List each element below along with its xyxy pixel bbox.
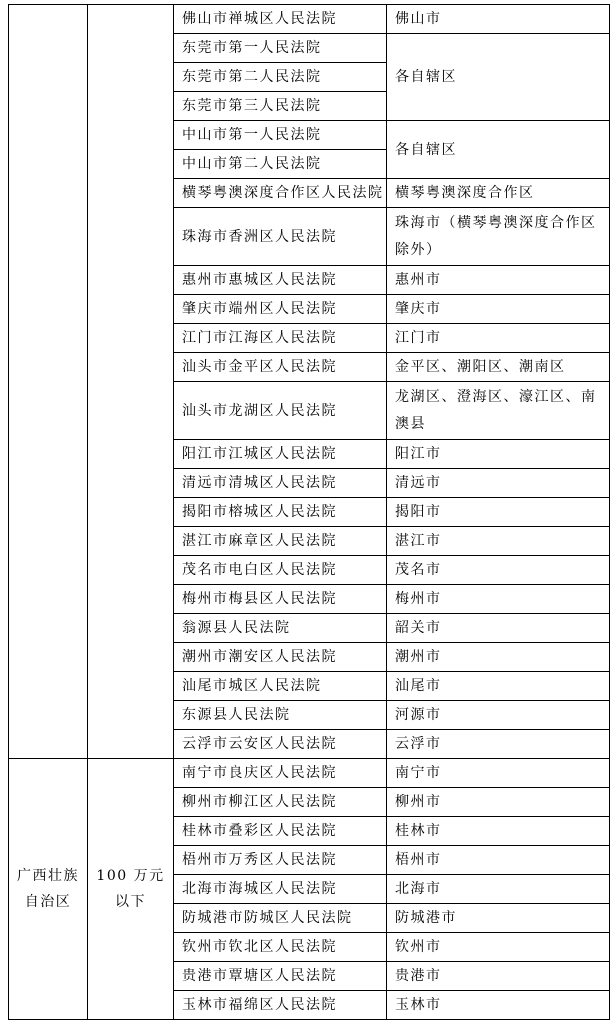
court-name: 湛江市麻章区人民法院 bbox=[174, 527, 387, 556]
court-name: 钦州市钦北区人民法院 bbox=[174, 933, 387, 962]
court-name: 东源县人民法院 bbox=[174, 701, 387, 730]
court-name: 玉林市福绵区人民法院 bbox=[174, 991, 387, 1020]
court-name: 揭阳市榕城区人民法院 bbox=[174, 498, 387, 527]
jurisdiction-area: 金平区、潮阳区、潮南区 bbox=[387, 353, 610, 382]
jurisdiction-area: 梧州市 bbox=[387, 846, 610, 875]
province-name-line2: 自治区 bbox=[24, 894, 72, 910]
jurisdiction-area: 柳州市 bbox=[387, 788, 610, 817]
court-jurisdiction-table bbox=[8, 4, 610, 1020]
court-name: 江门市江海区人民法院 bbox=[174, 324, 387, 353]
jurisdiction-area: 汕尾市 bbox=[387, 672, 610, 701]
jurisdiction-area: 各自辖区 bbox=[387, 34, 610, 121]
table-row bbox=[9, 759, 610, 788]
court-name: 北海市海城区人民法院 bbox=[174, 875, 387, 904]
court-name: 佛山市禅城区人民法院 bbox=[174, 5, 387, 34]
amount-cell bbox=[88, 5, 174, 759]
jurisdiction-area: 龙湖区、澄海区、濠江区、南澳县 bbox=[387, 382, 610, 440]
court-name: 南宁市良庆区人民法院 bbox=[174, 759, 387, 788]
jurisdiction-area: 各自辖区 bbox=[387, 121, 610, 179]
jurisdiction-area: 钦州市 bbox=[387, 933, 610, 962]
jurisdiction-area: 玉林市 bbox=[387, 991, 610, 1020]
court-name: 横琴粤澳深度合作区人民法院 bbox=[174, 179, 387, 208]
jurisdiction-area: 北海市 bbox=[387, 875, 610, 904]
province-cell bbox=[9, 5, 88, 759]
court-name: 梅州市梅县区人民法院 bbox=[174, 585, 387, 614]
court-name: 东莞市第二人民法院 bbox=[174, 63, 387, 92]
jurisdiction-area: 佛山市 bbox=[387, 5, 610, 34]
jurisdiction-area: 清远市 bbox=[387, 469, 610, 498]
court-name: 贵港市覃塘区人民法院 bbox=[174, 962, 387, 991]
court-name: 惠州市惠城区人民法院 bbox=[174, 266, 387, 295]
court-name: 汕尾市城区人民法院 bbox=[174, 672, 387, 701]
court-name: 清远市清城区人民法院 bbox=[174, 469, 387, 498]
jurisdiction-area: 湛江市 bbox=[387, 527, 610, 556]
court-name: 中山市第一人民法院 bbox=[174, 121, 387, 150]
court-name: 珠海市香洲区人民法院 bbox=[174, 208, 387, 266]
court-name: 潮州市潮安区人民法院 bbox=[174, 643, 387, 672]
jurisdiction-area: 河源市 bbox=[387, 701, 610, 730]
jurisdiction-area: 云浮市 bbox=[387, 730, 610, 759]
jurisdiction-area: 惠州市 bbox=[387, 266, 610, 295]
jurisdiction-area: 江门市 bbox=[387, 324, 610, 353]
jurisdiction-area: 桂林市 bbox=[387, 817, 610, 846]
jurisdiction-area: 阳江市 bbox=[387, 440, 610, 469]
jurisdiction-area: 潮州市 bbox=[387, 643, 610, 672]
court-name: 汕头市金平区人民法院 bbox=[174, 353, 387, 382]
jurisdiction-area: 南宁市 bbox=[387, 759, 610, 788]
court-name: 东莞市第三人民法院 bbox=[174, 92, 387, 121]
court-name: 柳州市柳江区人民法院 bbox=[174, 788, 387, 817]
court-name: 肇庆市端州区人民法院 bbox=[174, 295, 387, 324]
jurisdiction-area: 梅州市 bbox=[387, 585, 610, 614]
jurisdiction-area: 韶关市 bbox=[387, 614, 610, 643]
jurisdiction-area: 肇庆市 bbox=[387, 295, 610, 324]
jurisdiction-area: 珠海市（横琴粤澳深度合作区除外） bbox=[387, 208, 610, 266]
court-name: 翁源县人民法院 bbox=[174, 614, 387, 643]
jurisdiction-area: 揭阳市 bbox=[387, 498, 610, 527]
court-name: 云浮市云安区人民法院 bbox=[174, 730, 387, 759]
court-name: 茂名市电白区人民法院 bbox=[174, 556, 387, 585]
jurisdiction-area: 贵港市 bbox=[387, 962, 610, 991]
court-name: 汕头市龙湖区人民法院 bbox=[174, 382, 387, 440]
jurisdiction-area: 横琴粤澳深度合作区 bbox=[387, 179, 610, 208]
amount-line1: 100 万元 bbox=[96, 868, 165, 884]
amount-line2: 以下 bbox=[115, 894, 146, 910]
jurisdiction-area: 茂名市 bbox=[387, 556, 610, 585]
amount-cell bbox=[88, 759, 174, 1020]
court-name: 桂林市叠彩区人民法院 bbox=[174, 817, 387, 846]
table-row bbox=[9, 5, 610, 34]
court-name: 中山市第二人民法院 bbox=[174, 150, 387, 179]
court-name: 梧州市万秀区人民法院 bbox=[174, 846, 387, 875]
court-name: 防城港市防城区人民法院 bbox=[174, 904, 387, 933]
court-name: 东莞市第一人民法院 bbox=[174, 34, 387, 63]
province-cell bbox=[9, 759, 88, 1020]
court-name: 阳江市江城区人民法院 bbox=[174, 440, 387, 469]
jurisdiction-area: 防城港市 bbox=[387, 904, 610, 933]
province-name-line1: 广西壮族 bbox=[17, 868, 79, 884]
